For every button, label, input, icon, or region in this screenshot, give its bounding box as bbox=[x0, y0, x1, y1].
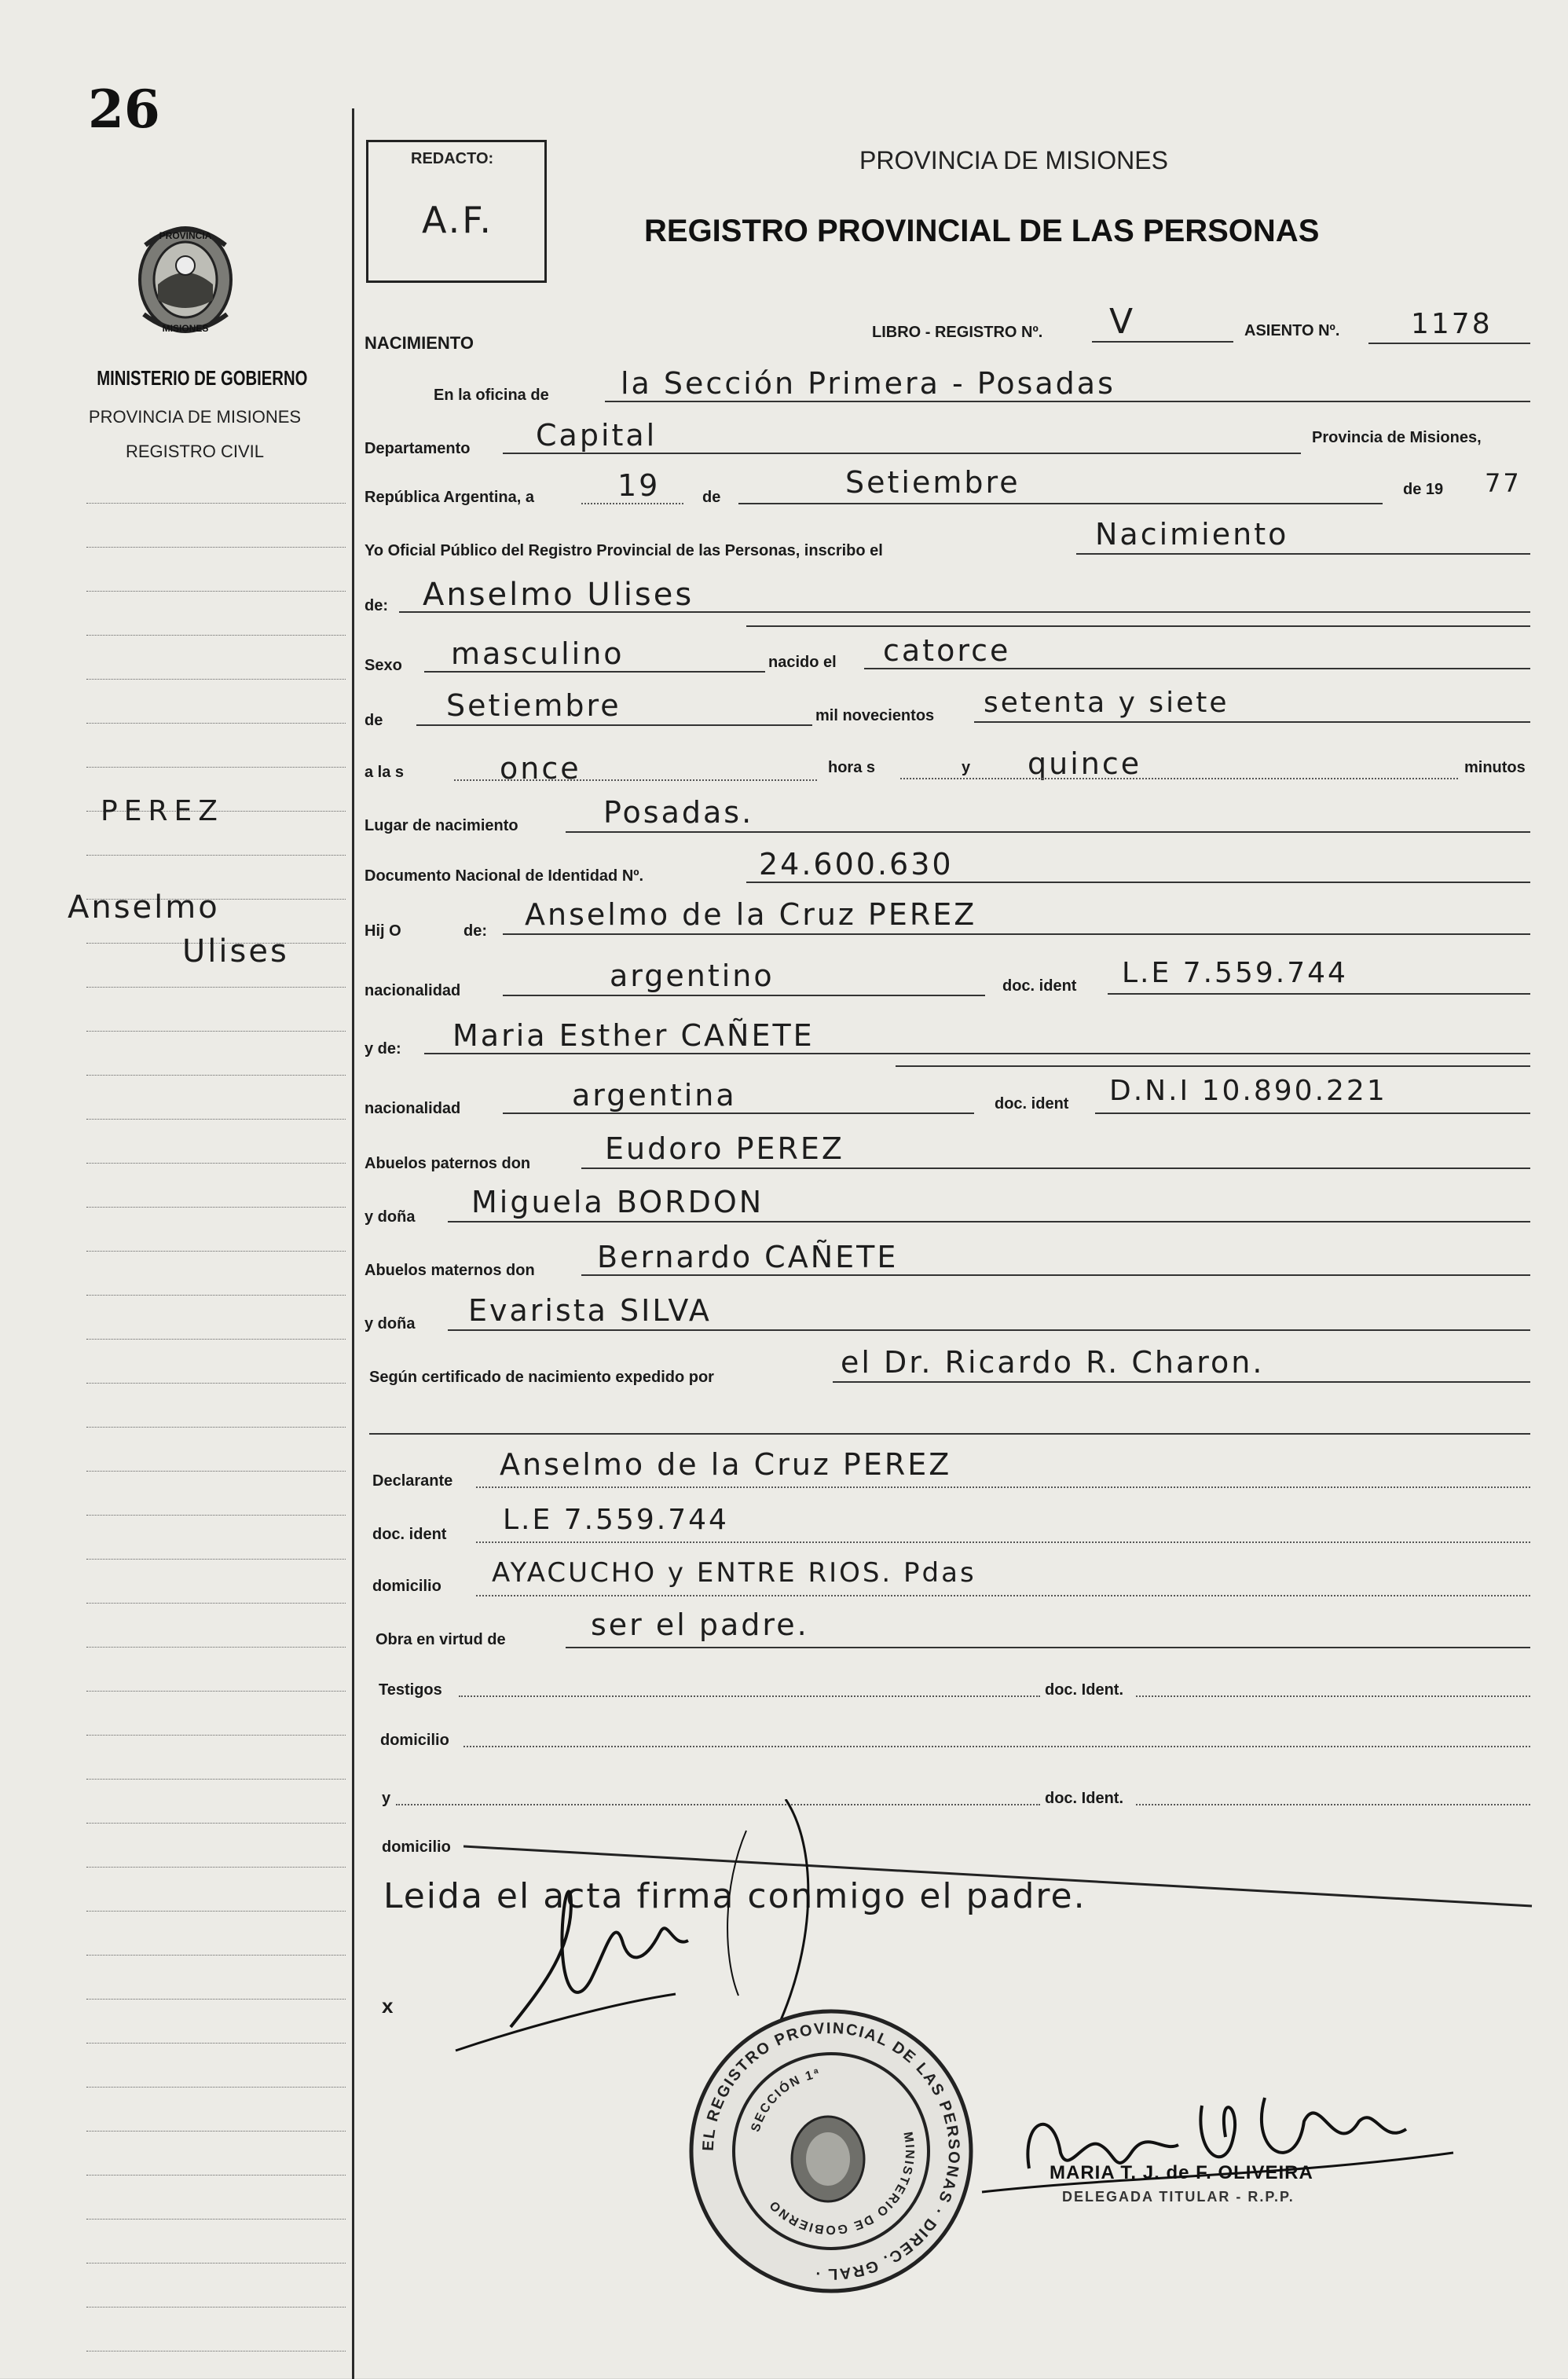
margin-rule bbox=[86, 1735, 346, 1736]
hora-value: once bbox=[500, 751, 581, 786]
sexo-value: masculino bbox=[451, 636, 625, 671]
departamento-value: Capital bbox=[536, 418, 658, 453]
margin-rule bbox=[86, 1647, 346, 1648]
margin-rule bbox=[86, 987, 346, 988]
mother-docident-label: doc. ident bbox=[995, 1095, 1069, 1113]
margin-rule bbox=[86, 635, 346, 636]
father-nat-value: argentino bbox=[610, 959, 775, 993]
domicilio-value: AYACUCHO y ENTRE RIOS. Pdas bbox=[492, 1557, 976, 1589]
dni-value: 24.600.630 bbox=[759, 847, 954, 882]
y-label: y bbox=[962, 759, 971, 776]
margin-rule bbox=[86, 1603, 346, 1604]
declarante-label: Declarante bbox=[372, 1472, 453, 1490]
ab-pat-dona: Miguela BORDON bbox=[471, 1185, 764, 1219]
ab-pat-don: Eudoro PEREZ bbox=[605, 1131, 844, 1166]
margin-rule bbox=[86, 2219, 346, 2220]
nacido-label: nacido el bbox=[768, 654, 837, 671]
name-value: Anselmo Ulises bbox=[423, 577, 694, 613]
margin-rule bbox=[86, 1119, 346, 1120]
margin-rule bbox=[86, 679, 346, 680]
minutos-value: quince bbox=[1028, 746, 1142, 781]
seal-top-text: PROVINCIA bbox=[159, 230, 212, 241]
margin-rule bbox=[86, 2175, 346, 2176]
lugar-value: Posadas. bbox=[603, 795, 754, 830]
father-docident-label: doc. ident bbox=[1002, 977, 1077, 995]
official-name: MARIA T. J. de F. OLIVEIRA bbox=[1050, 2162, 1313, 2183]
stamp-inner-bottom: MINISTERIO DE GOBIERNO bbox=[766, 2131, 917, 2237]
official-role: DELEGADA TITULAR - R.P.P. bbox=[1062, 2189, 1295, 2205]
departamento-label: Departamento bbox=[365, 440, 471, 457]
mil-label: mil novecientos bbox=[815, 707, 935, 724]
libro-label: LIBRO - REGISTRO Nº. bbox=[872, 324, 1043, 341]
libro-value: V bbox=[1109, 302, 1136, 342]
header-title: REGISTRO PROVINCIAL DE LAS PERSONAS bbox=[644, 214, 1320, 248]
margin-surname: PEREZ bbox=[101, 795, 224, 827]
margin-rule bbox=[86, 1339, 346, 1340]
margin-rule bbox=[86, 1691, 346, 1692]
oficial-value: Nacimiento bbox=[1095, 517, 1289, 552]
margin-rule bbox=[86, 1251, 346, 1252]
left-province: PROVINCIA DE MISIONES bbox=[88, 407, 302, 427]
mother-nat-value: argentina bbox=[572, 1078, 737, 1113]
testigos-doc-label: doc. Ident. bbox=[1045, 1681, 1123, 1699]
oficial-label: Yo Oficial Público del Registro Provincial de las Personas, inscribo el bbox=[365, 542, 883, 559]
father-value: Anselmo de la Cruz PEREZ bbox=[525, 897, 977, 932]
year-label: de 19 bbox=[1403, 481, 1444, 498]
decl-doc-value: L.E 7.559.744 bbox=[503, 1504, 729, 1536]
obra-value: ser el padre. bbox=[591, 1607, 809, 1642]
closing-statement: Leida el acta firma conmigo el padre. bbox=[383, 1876, 1086, 1916]
declarante-value: Anselmo de la Cruz PEREZ bbox=[500, 1447, 952, 1482]
margin-rule bbox=[86, 2351, 346, 2352]
cert-label: Según certificado de nacimiento expedido por bbox=[369, 1369, 714, 1386]
redacto-box bbox=[366, 140, 547, 283]
margin-rule bbox=[86, 1163, 346, 1164]
left-registry: REGISTRO CIVIL bbox=[125, 442, 265, 461]
margin-rule bbox=[86, 1295, 346, 1296]
redacto-label: REDACTO: bbox=[411, 150, 494, 167]
asiento-value: 1178 bbox=[1411, 308, 1493, 340]
margin-rule bbox=[86, 1031, 346, 1032]
hijo-label: Hij O bbox=[365, 922, 401, 940]
ydona-label: y doña bbox=[365, 1208, 416, 1226]
margin-rule bbox=[86, 1955, 346, 1956]
mother-nat-label: nacionalidad bbox=[365, 1100, 461, 1117]
margin-rule bbox=[86, 1823, 346, 1824]
stamp-inner-top: SECCIÓN 1ª bbox=[749, 2067, 822, 2134]
alas-label: a la s bbox=[365, 764, 405, 781]
oficina-label: En la oficina de bbox=[434, 387, 549, 404]
margin-given-2: Ulises bbox=[182, 933, 289, 970]
father-nat-label: nacionalidad bbox=[365, 982, 461, 999]
coat-of-arms-icon bbox=[130, 214, 241, 346]
mil-value: setenta y siete bbox=[984, 687, 1229, 719]
month-value: Setiembre bbox=[845, 465, 1020, 500]
mother-value: Maria Esther CAÑETE bbox=[452, 1018, 815, 1053]
margin-rule bbox=[86, 547, 346, 548]
testigos-domicilio2-label: domicilio bbox=[382, 1838, 451, 1856]
minutos-label: minutos bbox=[1464, 759, 1526, 776]
margin-rule bbox=[86, 767, 346, 768]
stamp-ring-text: EL REGISTRO PROVINCIAL DE LAS PERSONAS · DIREC. GRAL · bbox=[699, 2019, 963, 2283]
horas-label: hora s bbox=[828, 759, 876, 776]
asiento-label: ASIENTO Nº. bbox=[1244, 322, 1340, 339]
margin-given-1: Anselmo bbox=[68, 889, 220, 926]
margin-rule bbox=[86, 1999, 346, 2000]
domicilio-label: domicilio bbox=[372, 1578, 441, 1595]
margin-rule bbox=[86, 2087, 346, 2088]
cert-value: el Dr. Ricardo R. Charon. bbox=[841, 1345, 1265, 1380]
margin-rule bbox=[86, 591, 346, 592]
ministry-title: MINISTERIO DE GOBIERNO bbox=[97, 366, 308, 390]
oficina-value: la Sección Primera - Posadas bbox=[621, 366, 1116, 401]
decl-doc-label: doc. ident bbox=[372, 1526, 447, 1543]
header-province: PROVINCIA DE MISIONES bbox=[859, 146, 1168, 174]
margin-rule bbox=[86, 2263, 346, 2264]
redacto-value: A.F. bbox=[422, 199, 493, 241]
sexo-label: Sexo bbox=[365, 657, 402, 674]
lugar-label: Lugar de nacimiento bbox=[365, 817, 518, 834]
yde-label: y de: bbox=[365, 1040, 401, 1058]
nacimiento-label: NACIMIENTO bbox=[365, 333, 474, 353]
ydona2-label: y doña bbox=[365, 1315, 416, 1332]
testigos-domicilio-label: domicilio bbox=[380, 1732, 449, 1749]
margin-rule bbox=[86, 2043, 346, 2044]
day-value: 19 bbox=[617, 468, 661, 503]
margin-rule bbox=[86, 1471, 346, 1472]
ab-mat-dona: Evarista SILVA bbox=[468, 1293, 712, 1328]
margin-rule bbox=[86, 1515, 346, 1516]
official-signature-icon bbox=[966, 2058, 1469, 2255]
margin-rule bbox=[86, 1779, 346, 1780]
x-mark: x bbox=[382, 1994, 394, 2018]
margin-rule bbox=[86, 2307, 346, 2308]
birth-month-value: Setiembre bbox=[446, 688, 621, 723]
obra-label: Obra en virtud de bbox=[376, 1631, 506, 1648]
margin-rule bbox=[86, 855, 346, 856]
margin-rule bbox=[86, 503, 346, 504]
margin-rule bbox=[86, 1867, 346, 1868]
nacido-value: catorce bbox=[883, 633, 1011, 668]
dni-label: Documento Nacional de Identidad Nº. bbox=[365, 867, 644, 885]
testigos-label: Testigos bbox=[379, 1681, 442, 1699]
ab-pat-label: Abuelos paternos don bbox=[365, 1155, 531, 1172]
year-value: 77 bbox=[1485, 468, 1522, 498]
republica-label: República Argentina, a bbox=[365, 489, 534, 506]
de2-label: de: bbox=[365, 597, 388, 614]
registry-stamp-icon bbox=[682, 2002, 980, 2300]
margin-rule bbox=[86, 1559, 346, 1560]
margin-rule bbox=[86, 1383, 346, 1384]
margin-rule bbox=[86, 1207, 346, 1208]
testigos-y-label: y bbox=[382, 1790, 391, 1807]
father-doc-value: L.E 7.559.744 bbox=[1122, 957, 1348, 989]
seal-bottom-text: MISIONES bbox=[162, 323, 209, 334]
hijo-de-label: de: bbox=[463, 922, 487, 940]
de3-label: de bbox=[365, 712, 383, 729]
provincia-label: Provincia de Misiones, bbox=[1312, 429, 1482, 446]
ab-mat-label: Abuelos maternos don bbox=[365, 1262, 535, 1279]
testigos-doc2-label: doc. Ident. bbox=[1045, 1790, 1123, 1807]
mother-doc-value: D.N.I 10.890.221 bbox=[1109, 1075, 1387, 1107]
margin-rule bbox=[86, 723, 346, 724]
column-divider bbox=[352, 108, 354, 2379]
margin-rule bbox=[86, 2131, 346, 2132]
margin-rule bbox=[86, 1911, 346, 1912]
de-label: de bbox=[702, 489, 721, 506]
margin-rule bbox=[86, 1427, 346, 1428]
page-number: 26 bbox=[88, 79, 160, 140]
ab-mat-don: Bernardo CAÑETE bbox=[597, 1240, 899, 1274]
margin-rule bbox=[86, 1075, 346, 1076]
